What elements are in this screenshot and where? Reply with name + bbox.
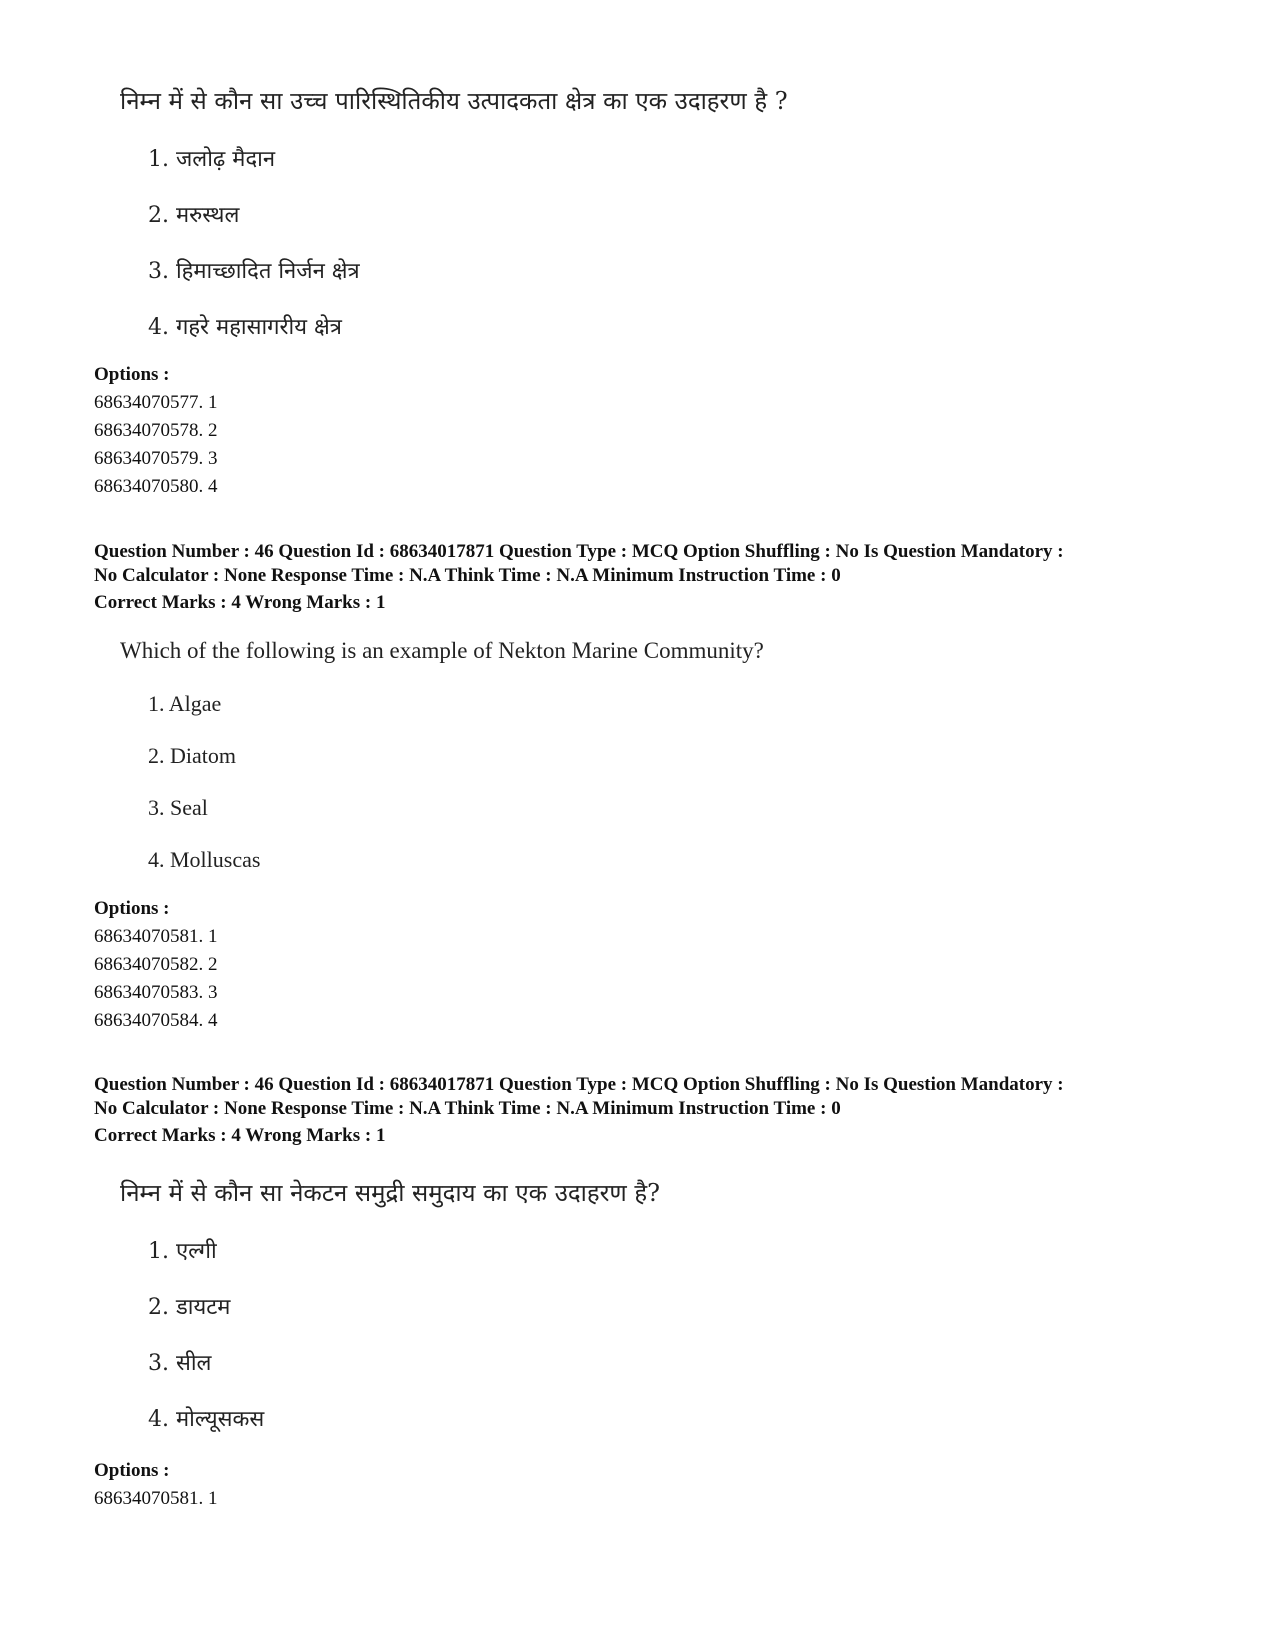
choice-item: 3. हिमाच्छादित निर्जन क्षेत्र — [148, 259, 360, 284]
question-meta — [94, 1073, 1214, 1121]
question-meta — [94, 540, 1214, 588]
option-item: 68634070582. 2 — [94, 954, 218, 975]
choice-item: 2. Diatom — [148, 743, 236, 768]
question-text: Which of the following is an example of Nekton Marine Community? — [120, 638, 764, 663]
choice-item: 3. सील — [148, 1351, 212, 1376]
option-item: 68634070579. 3 — [94, 448, 218, 469]
choice-item: 4. गहरे महासागरीय क्षेत्र — [148, 315, 342, 340]
option-item: 68634070578. 2 — [94, 420, 218, 441]
choice-item: 1. एल्गी — [148, 1239, 217, 1264]
option-item: 68634070577. 1 — [94, 392, 218, 413]
option-item: 68634070580. 4 — [94, 476, 218, 497]
option-item: 68634070584. 4 — [94, 1010, 218, 1031]
choice-item: 3. Seal — [148, 795, 208, 820]
question-meta-line: Question Number : 46 Question Id : 68634017871 Question Type : MCQ Option Shuffling : No Is Question Mandatory : — [94, 1074, 1064, 1095]
choice-item: 2. डायटम — [148, 1295, 231, 1320]
choice-item: 4. मोल्यूसकस — [148, 1407, 265, 1432]
marks-line: Correct Marks : 4 Wrong Marks : 1 — [94, 1125, 386, 1146]
options-label: Options : — [94, 1460, 170, 1481]
question-text: निम्न में से कौन सा नेकटन समुद्री समुदाय का एक उदाहरण है? — [120, 1179, 660, 1207]
option-item: 68634070583. 3 — [94, 982, 218, 1003]
options-label: Options : — [94, 898, 170, 919]
marks-line: Correct Marks : 4 Wrong Marks : 1 — [94, 592, 386, 613]
question-text: निम्न में से कौन सा उच्च पारिस्थितिकीय उत्पादकता क्षेत्र का एक उदाहरण है ? — [120, 87, 788, 115]
choice-item: 1. Algae — [148, 691, 222, 716]
choice-item: 4. Molluscas — [148, 847, 261, 872]
option-item: 68634070581. 1 — [94, 926, 218, 947]
option-item: 68634070581. 1 — [94, 1488, 218, 1509]
choice-item: 2. मरुस्थल — [148, 203, 240, 228]
options-label: Options : — [94, 364, 170, 385]
choice-item: 1. जलोढ़ मैदान — [148, 147, 276, 172]
question-meta-line: No Calculator : None Response Time : N.A Think Time : N.A Minimum Instruction Time : 0 — [94, 565, 841, 586]
question-meta-line: No Calculator : None Response Time : N.A Think Time : N.A Minimum Instruction Time : 0 — [94, 1098, 841, 1119]
question-meta-line: Question Number : 46 Question Id : 68634017871 Question Type : MCQ Option Shuffling : No Is Question Mandatory : — [94, 541, 1064, 562]
